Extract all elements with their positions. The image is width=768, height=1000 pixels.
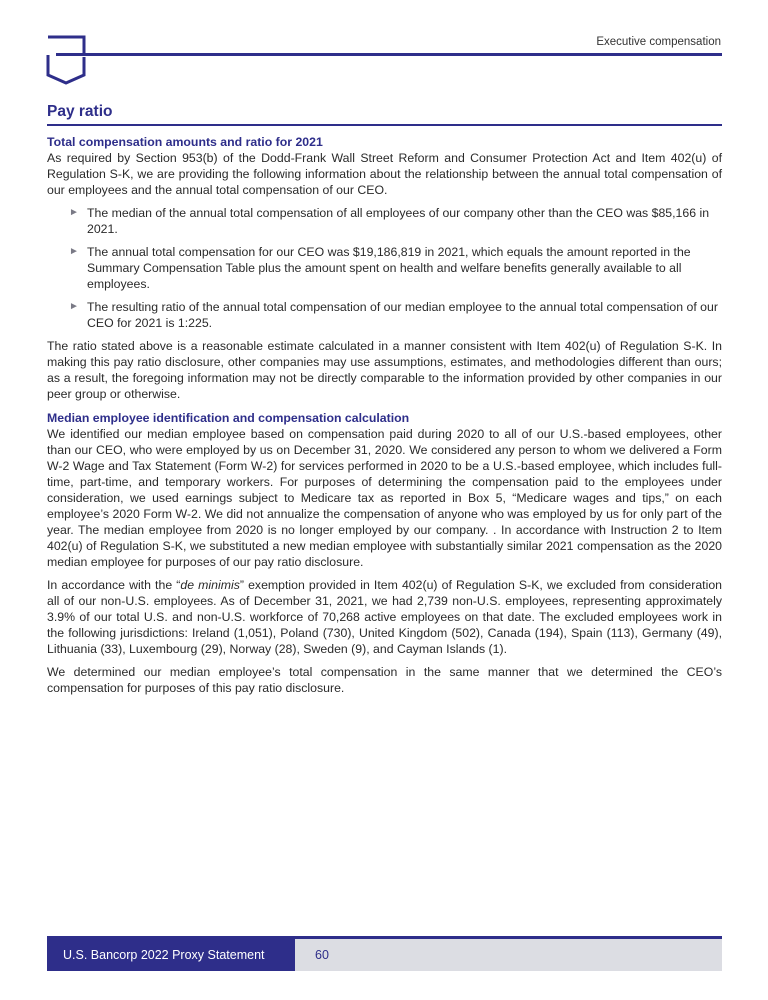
bullet-list — [47, 205, 722, 331]
paragraph: We determined our median employee’s total compensation in the same manner that we determined the CEO’s compensation for purposes of this pay ratio disclosure. — [47, 665, 722, 695]
page-number: 60 — [315, 948, 329, 962]
paragraph: We identified our median employee based on compensation paid during 2020 to all of our U.S.-based employees, other than our CEO, who were employed by us on December 31, 2020. We considered any person to whom we delivered a Form W-2 Wage and Tax Statement (Form W-2) for services performed in 2020 to be a U.S.-based employee, which includes full-time, part-time, and temporary workers. For purposes of determining the compensation paid to the employees under consideration, we used earnings subject to Medicare tax as reported in Box 5, “Medicare wages and tips,” on each employee’s 2020 Form W-2. We did not annualize the compensation of anyone who was employed by us for only part of the year. The median employee from 2020 is no longer employed by our company. . In accordance with Instruction 2 to Item 402(u) of Regulation S-K, we substituted a new median employee with substantially similar 2021 compensation as the 2020 median employee for purposes of our pay ratio disclosure. — [47, 427, 722, 569]
paragraph: As required by Section 953(b) of the Dodd-Frank Wall Street Reform and Consumer Protection Act and Item 402(u) of Regulation S-K, we are providing the following information about the relationship between the annual total compensation of our employees and the annual total compensation of our CEO. — [47, 151, 722, 197]
paragraph: In accordance with the “de minimis” exemption provided in Item 402(u) of Regulation S-K, we excluded from consideration all of our non-U.S. employees. As of December 31, 2021, we had 2,739 non-U.S. employees, representing approximately 3.9% of our total U.S. and non-U.S. workforce of 70,268 active employees on that date. The excluded employees work in the following jurisdictions: Ireland (1,051), Poland (730), United Kingdom (502), Canada (194), Spain (113), Germany (49), Lithuania (33), Luxembourg (29), Norway (28), Sweden (9), and Cayman Islands (1). — [47, 578, 722, 656]
triangle-bullet-icon: ► — [69, 207, 79, 218]
page-content — [47, 104, 722, 703]
publication-title: U.S. Bancorp 2022 Proxy Statement — [47, 939, 295, 971]
page-title: Pay ratio — [47, 104, 722, 126]
shield-logo-icon — [46, 35, 88, 87]
triangle-bullet-icon: ► — [69, 246, 79, 257]
section-title: Executive compensation — [596, 36, 721, 48]
header-rule — [56, 53, 722, 56]
footer — [47, 936, 722, 971]
list-item: ► The annual total compensation for our CEO was $19,186,819 in 2021, which equals the amount reported in the Summary Compensation Table plus the amount spent on health and welfare benefits generally available to all employees. — [69, 245, 691, 291]
list-item: ► The resulting ratio of the annual total compensation of our median employee to the annual total compensation of our CEO for 2021 is 1:225. — [69, 300, 718, 330]
list-item: ► The median of the annual total compensation of all employees of our company other than the CEO was $85,166 in 2021. — [69, 206, 710, 236]
paragraph: The ratio stated above is a reasonable estimate calculated in a manner consistent with Item 402(u) of Regulation S-K. In making this pay ratio disclosure, other companies may use assumptions, estimates, and methodologies different than ours; as a result, the foregoing information may not be directly comparable to the information provided by other companies in our peer group or otherwise. — [47, 339, 722, 401]
triangle-bullet-icon: ► — [69, 301, 79, 312]
section-heading: Total compensation amounts and ratio for 2021 — [47, 135, 323, 149]
section-heading: Median employee identification and compensation calculation — [47, 411, 410, 425]
